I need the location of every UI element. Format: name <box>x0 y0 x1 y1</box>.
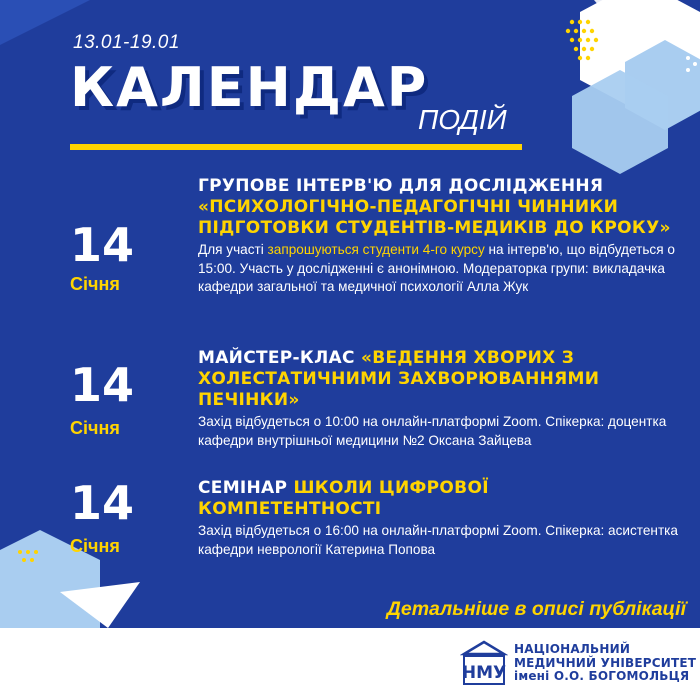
event-month: Січня <box>70 536 120 556</box>
event-title <box>198 478 678 520</box>
date-range: 13.01-19.01 <box>73 32 180 53</box>
event-month: Січня <box>70 274 120 294</box>
university-name-line: імені О.О. БОГОМОЛЬЦЯ <box>514 669 690 684</box>
event-description <box>198 241 678 297</box>
event-body <box>198 176 678 297</box>
event-description-highlight: запрошуються студенти 4-го курсу <box>267 242 485 257</box>
page-title: КАЛЕНДАР <box>70 56 429 119</box>
event-month: Січня <box>70 418 120 438</box>
title-underline <box>70 144 522 150</box>
event-title-highlight: «ВЕДЕННЯ ХВОРИХ З ХОЛЕСТАТИЧНИМИ ЗАХВОРЮВАННЯМИ ПЕЧІНКИ» <box>198 348 600 410</box>
event-title <box>198 176 678 239</box>
event-day: 14 <box>70 358 135 412</box>
event-title-main: СЕМІНАР <box>198 478 294 498</box>
event-title-main: ГРУПОВЕ ІНТЕРВ'Ю ДЛЯ ДОСЛІДЖЕННЯ <box>198 176 604 196</box>
page-subtitle: ПОДІЙ <box>418 104 507 135</box>
event-description-text: на інтерв'ю, що відбудеться о 15:00. Участь у дослідженні є анонімною. Модераторка групи: викладачка кафедри загальної та медичної психології Алла Жук <box>198 242 675 294</box>
event-body <box>198 348 678 450</box>
university-name-line: МЕДИЧНИЙ УНІВЕРСИТЕТ <box>514 655 697 670</box>
event-title-highlight: ШКОЛИ ЦИФРОВОЇ КОМПЕТЕНТНОСТІ <box>198 478 489 519</box>
event-body <box>198 478 678 559</box>
event-description-text: Для участі <box>198 242 268 257</box>
university-name-line: НАЦІОНАЛЬНИЙ <box>514 642 631 656</box>
event-title-main: МАЙСТЕР-КЛАС <box>198 348 361 368</box>
event-title <box>198 348 678 411</box>
more-details-link[interactable]: Детальніше в описі публікації <box>386 598 686 620</box>
event-description: Захід відбудеться о 16:00 на онлайн-платформі Zoom. Спікерка: асистентка кафедри неврології Катерина Попова <box>198 523 678 557</box>
event-day: 14 <box>70 218 135 272</box>
event-description: Захід відбудеться о 10:00 на онлайн-платформі Zoom. Спікерка: доцентка кафедри внутрішньої медицини №2 Оксана Зайцева <box>198 414 667 448</box>
university-logo-icon <box>460 640 508 688</box>
event-title-highlight: «ПСИХОЛОГІЧНО-ПЕДАГОГІЧНІ ЧИННИКИ ПІДГОТОВКИ СТУДЕНТІВ-МЕДИКІВ ДО КРОКУ» <box>198 197 671 238</box>
university-name <box>514 643 696 684</box>
event-day: 14 <box>70 476 135 530</box>
logo-text: НМУ <box>461 663 507 683</box>
